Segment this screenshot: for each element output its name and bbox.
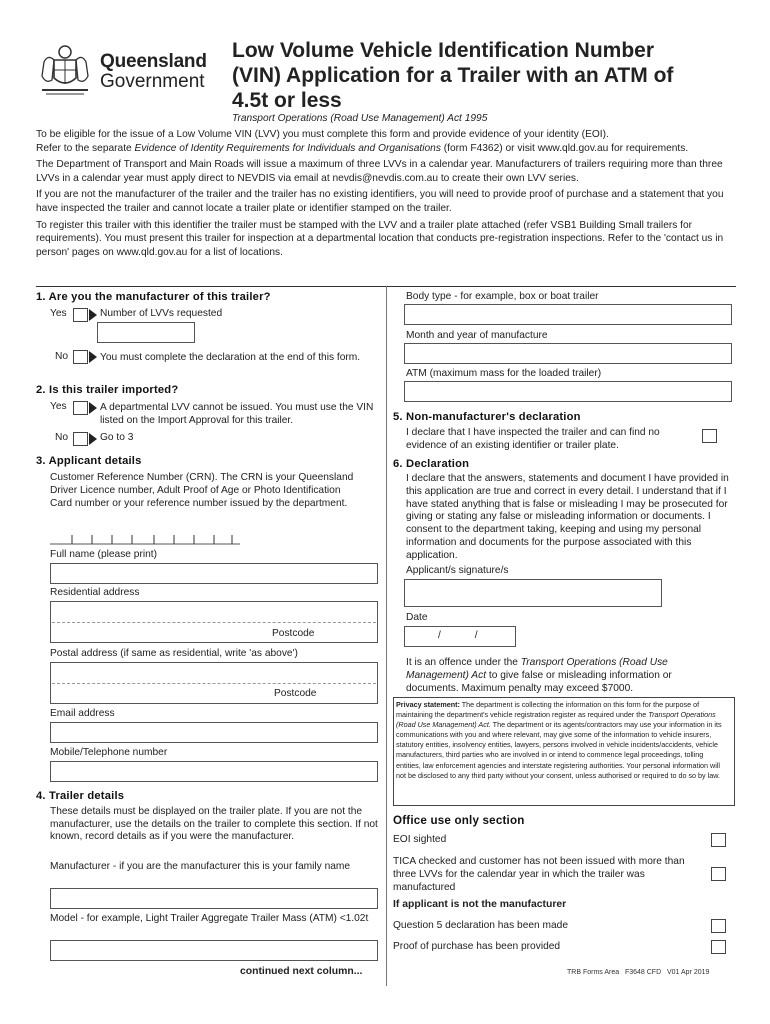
phone-label: Mobile/Telephone number [50, 747, 168, 758]
qld-crest-logo [36, 40, 94, 98]
s1-yes-label: Yes [50, 308, 67, 319]
privacy-statement [396, 700, 729, 781]
signature-label: Applicant/s signature/s [406, 565, 509, 576]
intro-p1b-pre: Refer to the separate [36, 142, 135, 154]
privacy-italic: Transport Operations (Road Use Management) Act. [396, 710, 716, 730]
offence-pre: It is an offence under the [406, 657, 521, 668]
date-separators: / / [438, 630, 478, 641]
s1-no-checkbox[interactable] [73, 350, 88, 364]
intro-p1b [36, 142, 736, 156]
title-line-3: 4.5t or less [232, 89, 342, 112]
declaration-text: I declare that the answers, statements and document I have provided in this application are true and correct in every detail. I understand that if I have stated anything that is false or misleading I may be prosecuted for giving or stating any false or misleading information or documents. I consent to the department taking, keeping and using my personal information and documents for the purpose associated with this application. [406, 473, 729, 561]
office-heading: Office use only section [393, 814, 525, 827]
section-3-heading: 3. Applicant details [36, 455, 142, 467]
manufacturer-input[interactable] [50, 888, 378, 909]
signature-input[interactable] [404, 579, 662, 607]
atm-input[interactable] [404, 381, 732, 402]
section-4-heading: 4. Trailer details [36, 790, 125, 802]
s1-yes-arrow-icon [89, 309, 97, 321]
intro-block [36, 128, 736, 259]
intro-p3: If you are not the manufacturer of the trailer and the trailer has no existing identifiers, you will need to provide proof of purchase and a statement that you have inspected the trailer and cannot locate a trailer plate or identifier stamped on the trailer. [36, 189, 724, 214]
q5-checkbox[interactable] [711, 919, 726, 933]
act-reference: Transport Operations (Road Use Management) Act 1995 [232, 113, 488, 124]
residential-postcode-label: Postcode [272, 628, 315, 639]
intro-p1b-italic: Evidence of Identity Requirements for Individuals and Organisations [134, 142, 441, 154]
offence-text [406, 656, 726, 695]
s1-yes-text: Number of LVVs requested [100, 308, 223, 319]
section-2-heading: 2. Is this trailer imported? [36, 384, 179, 396]
month-year-label: Month and year of manufacture [406, 330, 548, 341]
email-input[interactable] [50, 722, 378, 743]
model-label: Model - for example, Light Trailer Aggregate Trailer Mass (ATM) <1.02t [50, 913, 369, 924]
tica-checkbox[interactable] [711, 867, 726, 881]
email-label: Email address [50, 708, 115, 719]
trailer-intro: These details must be displayed on the trailer plate. If you are not the manufacturer, use the details on the trailer to complete this section. If not known, record details as if you were the manufacturer. [50, 806, 378, 843]
full-name-input[interactable] [50, 563, 378, 584]
s2-yes-arrow-icon [89, 402, 97, 414]
form-title [232, 38, 752, 113]
s1-no-text: You must complete the declaration at the end of this form. [100, 352, 361, 363]
intro-p1a: To be eligible for the issue of a Low Volume VIN (LVV) you must complete this form and provide evidence of your identity (EOI). [36, 129, 609, 140]
s5-checkbox[interactable] [702, 429, 717, 443]
section-6-heading: 6. Declaration [393, 458, 470, 470]
body-type-label: Body type - for example, box or boat trailer [406, 291, 599, 302]
proof-checkbox[interactable] [711, 940, 726, 954]
s1-no-arrow-icon [89, 351, 97, 363]
lvv-count-input[interactable] [97, 322, 195, 343]
s1-no-label: No [55, 351, 69, 362]
section-5-heading: 5. Non-manufacturer's declaration [393, 411, 581, 423]
s2-yes-text: A departmental LVV cannot be issued. You must use the VIN listed on the Import Approval for this trailer. [100, 402, 374, 426]
crn-description: Customer Reference Number (CRN). The CRN is your Queensland Driver Licence number, Adult Proof of Age or Photo Identification Card number or your reference number issued by the department. [50, 472, 354, 509]
s1-yes-checkbox[interactable] [73, 308, 88, 322]
q5-label: Question 5 declaration has been made [393, 920, 569, 931]
intro-p2: The Department of Transport and Main Roads will issue a maximum of three LVVs in a calendar year. Manufacturers of trailers requiring more than three LVVs in a calendar year must apply direct to NEVDIS via email at nevdis@nevdis.com.au to create their own LVV series. [36, 159, 723, 184]
s2-yes-checkbox[interactable] [73, 401, 88, 415]
intro-p1b-post: (form F4362) or visit www.qld.gov.au for requirements. [440, 142, 689, 154]
not-manufacturer-heading: If applicant is not the manufacturer [393, 899, 567, 910]
residential-label: Residential address [50, 587, 140, 598]
full-name-label: Full name (please print) [50, 549, 158, 560]
eoi-label: EOI sighted [393, 834, 447, 845]
proof-label: Proof of purchase has been provided [393, 941, 561, 952]
offence-post: to give false or misleading information or documents. Maximum penalty may exceed $7000. [406, 670, 672, 694]
privacy-label: Privacy statement: [396, 700, 460, 709]
privacy-post: The department or its agents/contractors may use your information in its communications with you and where relevant, may give some of the information to vehicle insurers, statutory entities, insolvency entities, lawyers, persons involved in vehicle incidents/accidents, vehicle manufacturers, third parties who are involved in or intend to commence legal proceedings, tolling entities, law enforcement agencies and interstate registering authorities. Your personal information will not be disclosed to any third party without your consent, unless authorised or required to do so by law. [396, 720, 722, 780]
crn-input[interactable] [50, 531, 240, 545]
continued-note: continued next column... [240, 966, 363, 977]
offence-italic: Transport Operations (Road Use Management) Act [406, 657, 668, 681]
s2-no-checkbox[interactable] [73, 432, 88, 446]
s2-yes-label: Yes [50, 401, 67, 412]
s2-no-text: Go to 3 [100, 432, 134, 443]
postal-postcode-label: Postcode [274, 688, 317, 699]
phone-input[interactable] [50, 761, 378, 782]
form-code: TRB Forms Area F3648 CFD V01 Apr 2019 [567, 969, 710, 976]
month-year-input[interactable] [404, 343, 732, 364]
residential-dashline [52, 622, 376, 623]
s2-no-arrow-icon [89, 433, 97, 445]
eoi-checkbox[interactable] [711, 833, 726, 847]
column-divider [386, 286, 387, 986]
s5-text: I declare that I have inspected the trailer and can find no evidence of an existing identifier or trailer plate. [406, 427, 660, 451]
atm-label: ATM (maximum mass for the loaded trailer) [406, 368, 602, 379]
logo-line-2: Government [100, 71, 205, 92]
date-label: Date [406, 612, 428, 623]
intro-p4: To register this trailer with this identifier the trailer must be stamped with the LVV and a trailer plate attached (refer VSB1 Building Small trailers for requirements). You must present this trailer for inspection at a departmental location that conducts pre-registration inspections. Refer to the 'contact us in person' pages on www.qld.gov.au for a list of locations. [36, 219, 724, 258]
logo-line-1: Queensland [100, 51, 207, 72]
tica-label: TICA checked and customer has not been issued with more than three LVVs for the calendar year in which the trailer was manufactured [393, 856, 685, 893]
s2-no-label: No [55, 432, 69, 443]
title-line-1: Low Volume Vehicle Identification Number [232, 39, 655, 62]
postal-label: Postal address (if same as residential, write 'as above') [50, 648, 298, 659]
body-type-input[interactable] [404, 304, 732, 325]
privacy-pre: The department is collecting the information on this form for the purpose of maintaining the department's vehicle registration register as required under the [396, 700, 700, 720]
logo-text [100, 52, 207, 92]
model-input[interactable] [50, 940, 378, 961]
title-line-2: (VIN) Application for a Trailer with an ATM of [232, 64, 674, 87]
manufacturer-label: Manufacturer - if you are the manufacturer this is your family name [50, 861, 351, 872]
postal-dashline [52, 683, 376, 684]
section-1-heading: 1. Are you the manufacturer of this trailer? [36, 291, 271, 303]
